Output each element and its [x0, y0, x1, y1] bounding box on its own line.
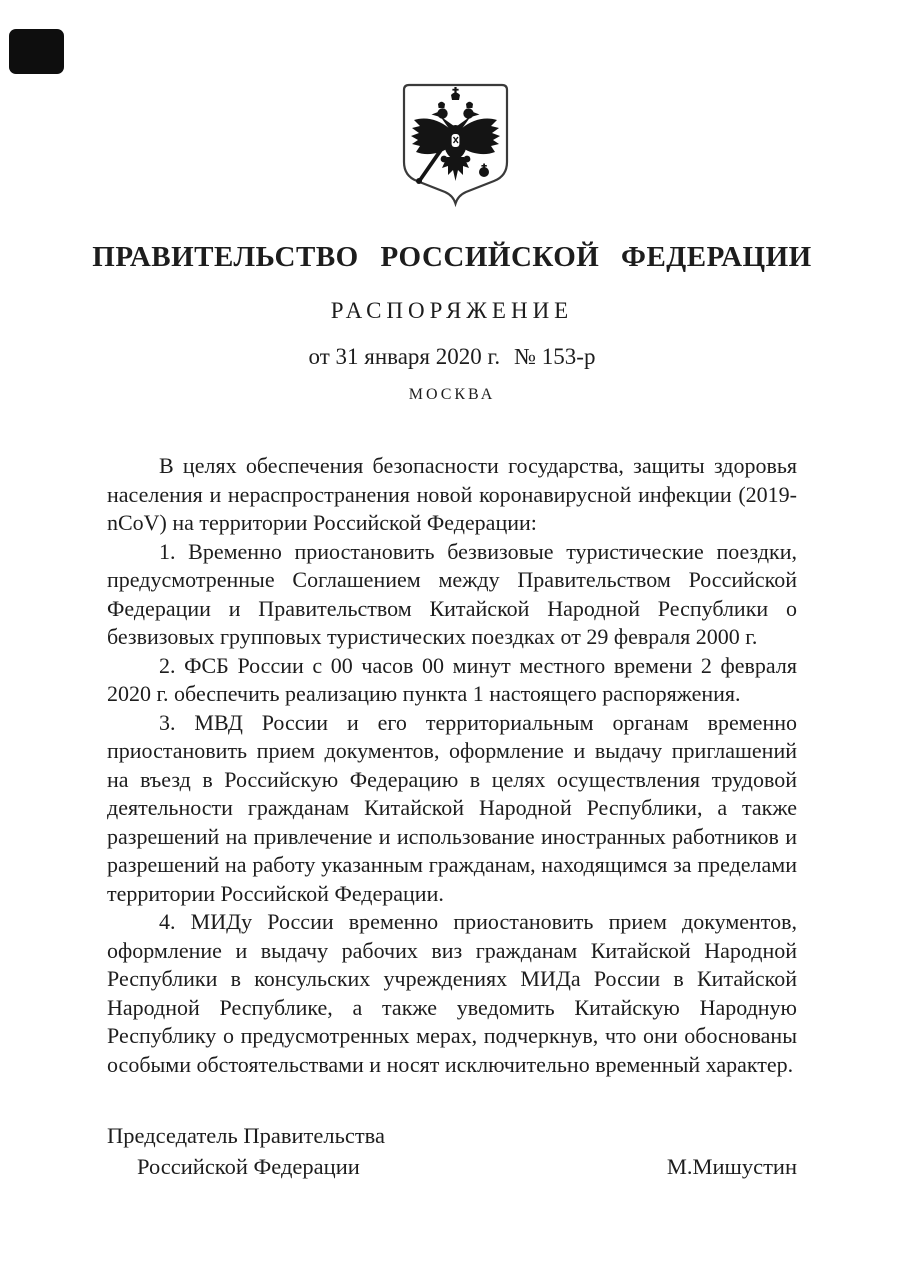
page-title: ПРАВИТЕЛЬСТВО РОССИЙСКОЙ ФЕДЕРАЦИИ	[92, 241, 812, 273]
signature-name: М.Мишустин	[666, 1154, 797, 1179]
signature-position-line1: Председатель Правительства	[107, 1123, 385, 1148]
document-type-label: РАСПОРЯЖЕНИЕ	[330, 298, 574, 323]
signature-position-line2: Российской Федерации	[137, 1154, 360, 1179]
body-paragraph-item-1: 1. Временно приостановить безвизовые туристические поездки, предусмотренные Соглашением между Правительством Российской Федерации и Правительством Китайской Народной Республики о безвизовых групповых туристических поездках от 29 февраля 2000 г.	[107, 538, 797, 649]
signature-block	[107, 1120, 797, 1182]
body-paragraph-item-2: 2. ФСБ России с 00 часов 00 минут местного времени 2 февраля 2020 г. обеспечить реализацию пункта 1 настоящего распоряжения.	[107, 652, 797, 706]
coat-of-arms-icon	[398, 82, 513, 209]
city-label: МОСКВА	[408, 386, 496, 403]
body-paragraph-item-3: 3. МВД России и его территориальным органам временно приостановить прием документов, оформление и выдачу приглашений на въезд в Российскую Федерацию в целях осуществления трудовой деятельности гражданам Китайской Народной Республики, а также разрешений на привлечение и использование иностранных работников и разрешений на работу указанным гражданам, находящимся за пределами территории Российской Федерации.	[107, 709, 797, 906]
date-number-line	[0, 344, 904, 370]
scan-registration-mark-icon	[9, 29, 64, 74]
document-number: № 153-р	[514, 344, 596, 369]
document-date: от 31 января 2020 г.	[308, 344, 501, 369]
body-paragraph-intro: В целях обеспечения безопасности государства, защиты здоровья населения и нераспространения новой коронавирусной инфекции (2019-nCoV) на территории Российской Федерации:	[107, 453, 797, 535]
document-body	[107, 452, 797, 1079]
body-paragraph-item-4: 4. МИДу России временно приостановить прием документов, оформление и выдачу рабочих виз гражданам Китайской Народной Республики в консульских учреждениях МИДа России в Китайской Народной Республике, а также уведомить Китайскую Народную Республику о предусмотренных мерах, подчеркнув, что они обоснованы особыми обстоятельствами и носят исключительно временный характер.	[107, 909, 797, 1077]
